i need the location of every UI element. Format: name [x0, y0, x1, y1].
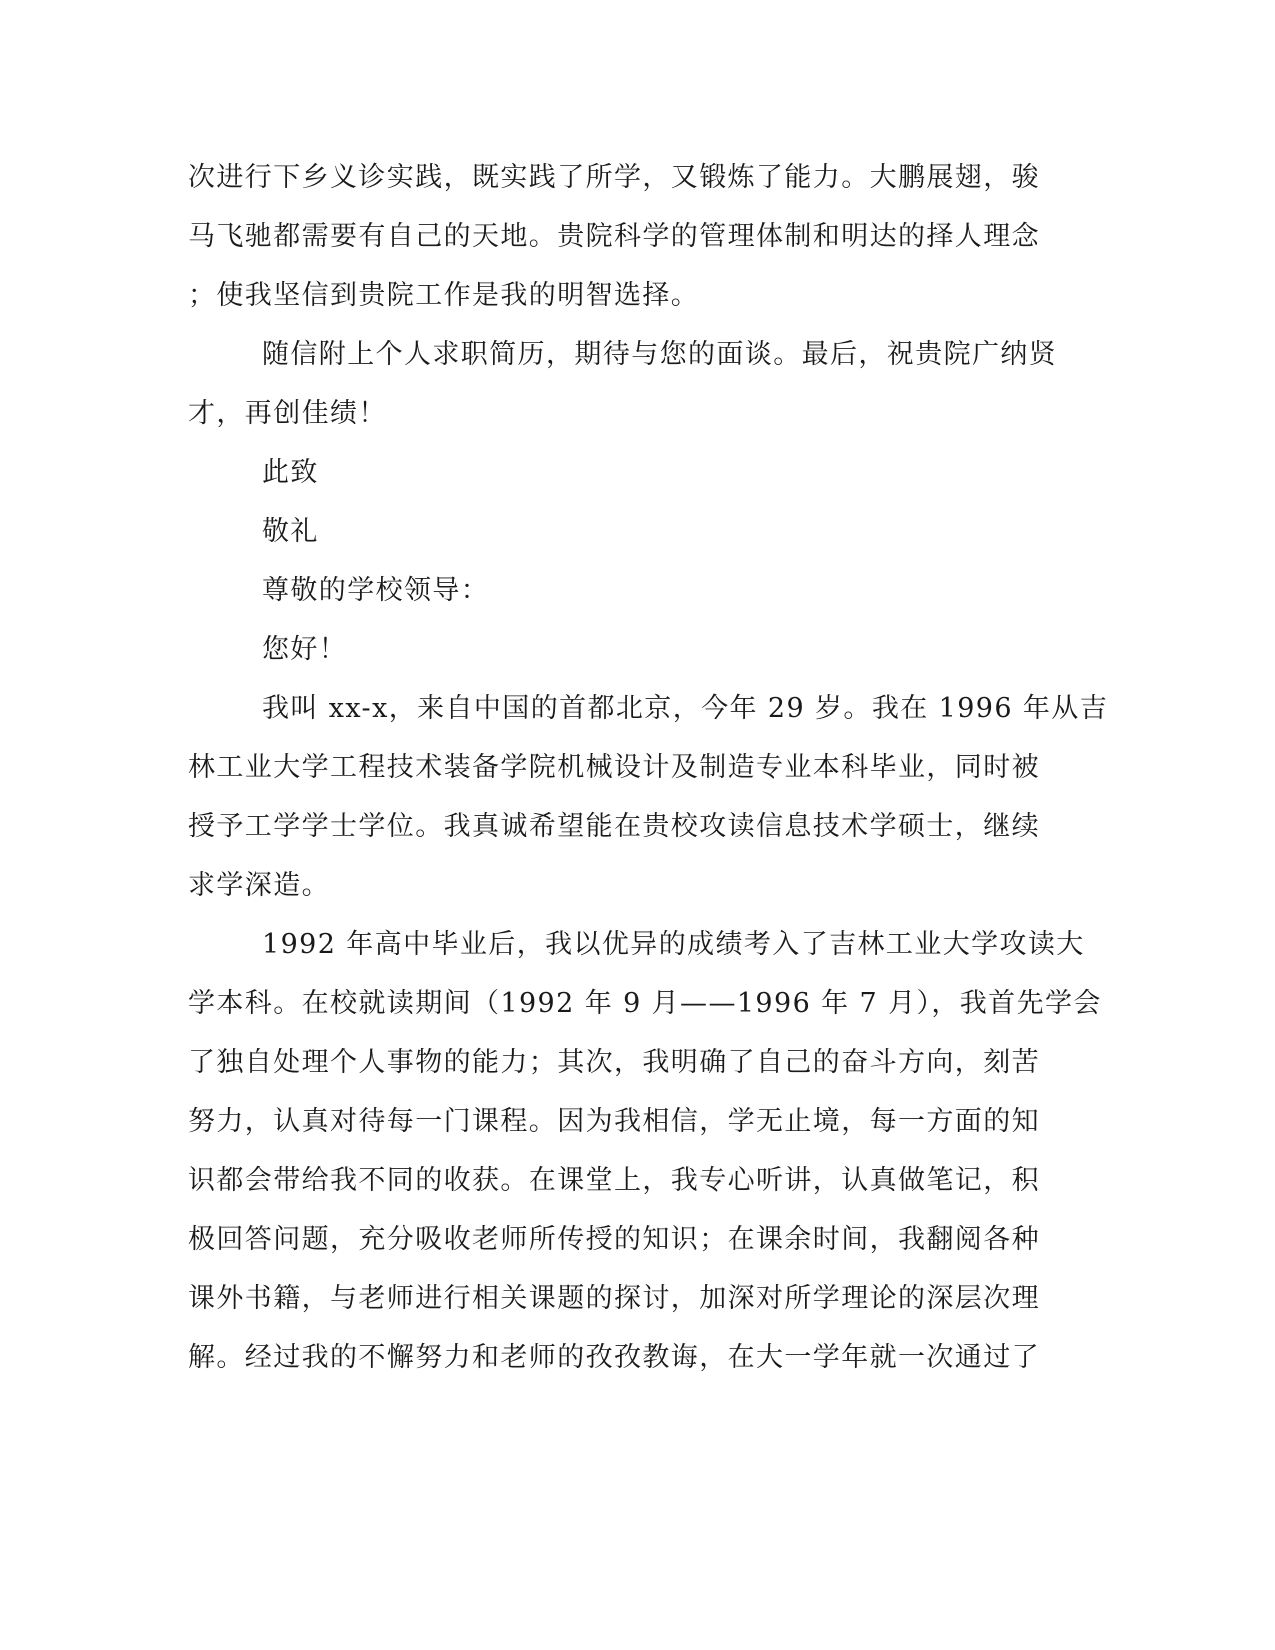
paragraph-line: 学本科。在校就读期间（1992 年 9 月——1996 年 7 月），我首先学会 [188, 988, 1102, 1019]
paragraph-line: 识都会带给我不同的收获。在课堂上，我专心听讲，认真做笔记，积 [188, 1165, 1040, 1196]
paragraph-line: 解。经过我的不懈努力和老师的孜孜教诲，在大一学年就一次通过了 [188, 1342, 1040, 1373]
paragraph-line: 林工业大学工程技术装备学院机械设计及制造专业本科毕业，同时被 [188, 752, 1040, 783]
paragraph-line: 求学深造。 [188, 870, 330, 901]
letter-salutation: 尊敬的学校领导： [262, 575, 490, 606]
paragraph-line: 马飞驰都需要有自己的天地。贵院科学的管理体制和明达的择人理念 [188, 221, 1040, 252]
greeting: 您好！ [262, 634, 348, 665]
closing-phrase: 此致 [262, 457, 319, 488]
paragraph-line: ；使我坚信到贵院工作是我的明智选择。 [188, 280, 700, 311]
paragraph-line: 次进行下乡义诊实践，既实践了所学，又锻炼了能力。大鹏展翅，骏 [188, 162, 1040, 193]
paragraph-line: 随信附上个人求职简历，期待与您的面谈。最后，祝贵院广纳贤 [262, 339, 1058, 370]
paragraph-line: 了独自处理个人事物的能力；其次，我明确了自己的奋斗方向，刻苦 [188, 1047, 1040, 1078]
paragraph-line: 1992 年高中毕业后，我以优异的成绩考入了吉林工业大学攻读大 [262, 929, 1085, 960]
paragraph-line: 努力，认真对待每一门课程。因为我相信，学无止境，每一方面的知 [188, 1106, 1040, 1137]
paragraph-line: 才，再创佳绩！ [188, 398, 387, 429]
paragraph-line: 授予工学学士学位。我真诚希望能在贵校攻读信息技术学硕士，继续 [188, 811, 1040, 842]
paragraph-line: 极回答问题，充分吸收老师所传授的知识；在课余时间，我翻阅各种 [188, 1224, 1040, 1255]
closing-salutation: 敬礼 [262, 516, 319, 547]
paragraph-line: 课外书籍，与老师进行相关课题的探讨，加深对所学理论的深层次理 [188, 1283, 1040, 1314]
paragraph-line: 我叫 xx-x，来自中国的首都北京，今年 29 岁。我在 1996 年从吉 [262, 693, 1109, 724]
